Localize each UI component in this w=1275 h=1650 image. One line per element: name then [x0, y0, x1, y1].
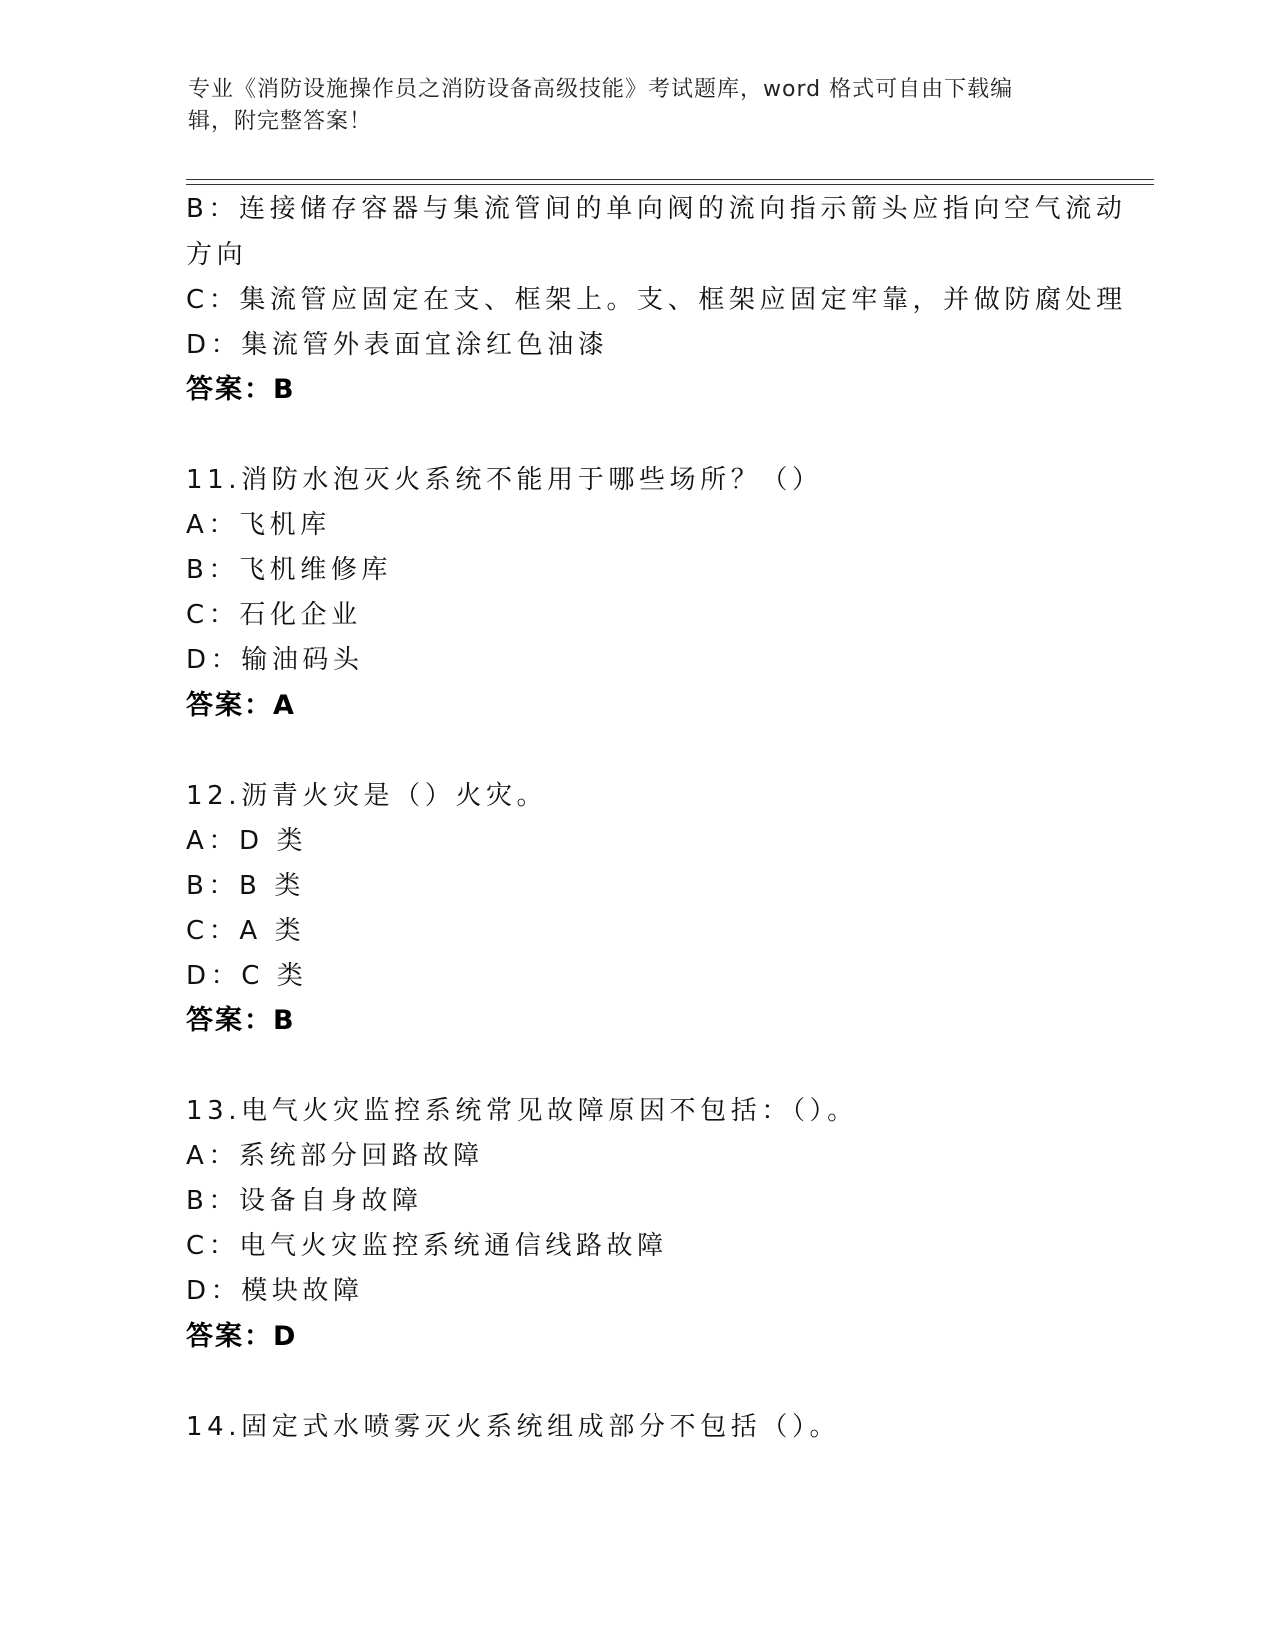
q13-option-c: C：电气火灾监控系统通信线路故障: [186, 1231, 668, 1261]
q10-option-c: C：集流管应固定在支、框架上。支、框架应固定牢靠，并做防腐处理: [186, 285, 1127, 315]
q13-option-a: A：系统部分回路故障: [186, 1141, 484, 1171]
q12-question: 12.沥青火灾是（）火灾。: [186, 781, 548, 811]
header-divider-bottom: [186, 184, 1154, 185]
header-divider-top: [186, 179, 1154, 180]
q12-option-c: C：A 类: [186, 916, 306, 946]
q14-question: 14.固定式水喷雾灭火系统组成部分不包括（）。: [186, 1412, 841, 1442]
header-line-2: 辑，附完整答案！: [188, 109, 373, 134]
q12-option-a: A：D 类: [186, 826, 308, 856]
q10-answer: 答案：B: [186, 374, 296, 405]
q11-answer: 答案：A: [186, 690, 296, 721]
q12-answer: 答案：B: [186, 1005, 296, 1036]
q13-option-d: D：模块故障: [186, 1276, 364, 1306]
q13-answer: 答案：D: [186, 1321, 298, 1352]
q11-option-d: D：输油码头: [186, 645, 364, 675]
document-header: [188, 74, 1078, 138]
q10-option-b-line2: 方向: [186, 240, 248, 270]
q10-option-d: D：集流管外表面宜涂红色油漆: [186, 330, 609, 360]
q11-option-b: B：飞机维修库: [186, 555, 393, 585]
q12-option-b: B：B 类: [186, 871, 305, 901]
q13-option-b: B：设备自身故障: [186, 1186, 423, 1216]
q13-question: 13.电气火灾监控系统常见故障原因不包括：（）。: [186, 1096, 858, 1126]
q11-question: 11.消防水泡灭火系统不能用于哪些场所？（）: [186, 465, 823, 495]
q10-option-b-line1: B：连接储存容器与集流管间的单向阀的流向指示箭头应指向空气流动: [186, 194, 1127, 224]
q11-option-a: A：飞机库: [186, 510, 331, 540]
q11-option-c: C：石化企业: [186, 600, 362, 630]
header-line-1: 专业《消防设施操作员之消防设备高级技能》考试题库，word 格式可自由下载编: [188, 77, 1014, 102]
q12-option-d: D：C 类: [186, 961, 308, 991]
